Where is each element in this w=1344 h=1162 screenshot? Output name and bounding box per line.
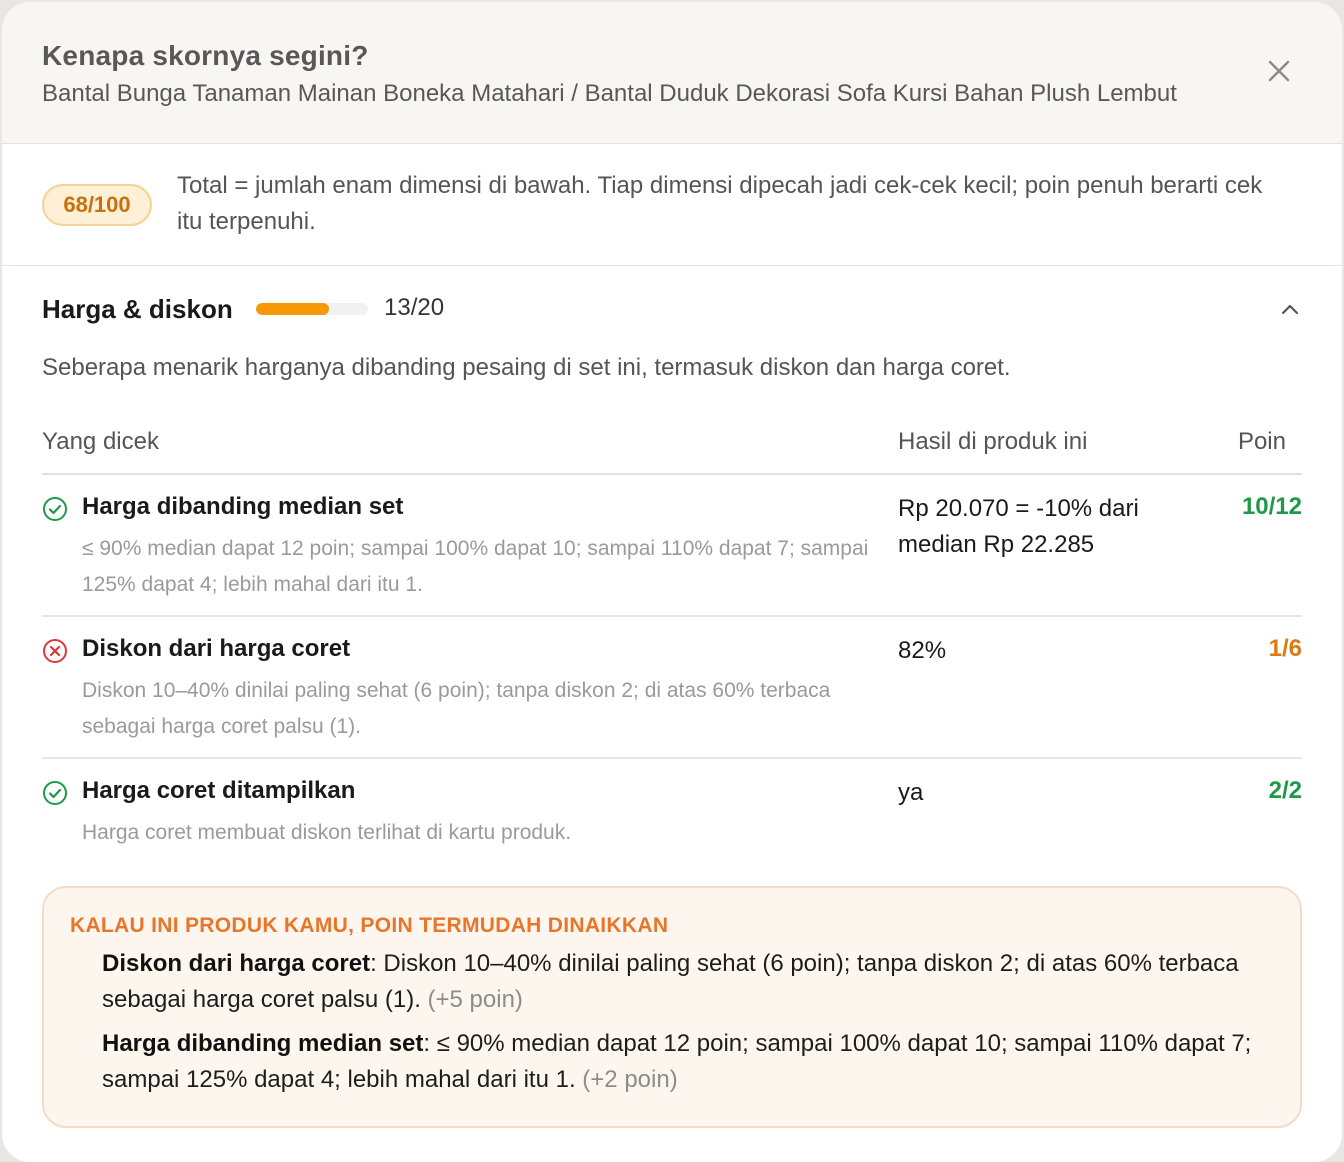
check-points: 2/2 bbox=[1268, 777, 1302, 804]
check-result: Rp 20.070 = -10% dari median Rp 22.285 bbox=[898, 495, 1139, 558]
tip-gain: (+5 poin) bbox=[427, 986, 523, 1013]
tips-heading: KALAU INI PRODUK KAMU, POIN TERMUDAH DINAIKKAN bbox=[70, 914, 669, 937]
section-header-harga-diskon[interactable] bbox=[42, 290, 1302, 330]
check-name: Harga dibanding median set bbox=[82, 493, 404, 520]
tip-gain: (+2 poin) bbox=[582, 1066, 678, 1093]
total-score-badge: 68/100 bbox=[42, 184, 152, 226]
table-row bbox=[42, 475, 1302, 617]
tip-text: : ≤ 90% median dapat 12 poin; sampai 100% dapat 10; sampai 110% dapat 7; sampai 125% dapat 4; lebih mahal dari itu 1. bbox=[102, 1030, 1252, 1093]
table-row bbox=[42, 617, 1302, 759]
score-summary bbox=[2, 144, 1342, 266]
check-name: Harga coret ditampilkan bbox=[82, 777, 356, 804]
check-points: 1/6 bbox=[1268, 635, 1302, 662]
column-header-result: Hasil di produk ini bbox=[898, 428, 1088, 455]
chevron-up-icon bbox=[1278, 298, 1302, 322]
section-progress-bar bbox=[256, 303, 368, 315]
tip-item bbox=[102, 946, 1282, 1018]
check-points: 10/12 bbox=[1241, 493, 1302, 520]
check-result: ya bbox=[898, 779, 924, 806]
section-progress-fill bbox=[256, 303, 329, 315]
check-circle-icon bbox=[42, 496, 68, 522]
column-header-points: Poin bbox=[1237, 428, 1286, 455]
check-result: 82% bbox=[898, 637, 947, 664]
section-score: 13/20 bbox=[384, 294, 445, 321]
improvement-tips bbox=[42, 886, 1302, 1128]
checks-table bbox=[42, 422, 1302, 859]
section-title: Harga & diskon bbox=[42, 294, 233, 324]
check-circle-icon bbox=[42, 780, 68, 806]
score-explanation-text: Total = jumlah enam dimensi di bawah. Tiap dimensi dipecah jadi cek-cek kecil; poin penuh berarti cek itu terpenuhi. bbox=[177, 172, 1263, 235]
tip-item bbox=[102, 1026, 1282, 1098]
check-name: Diskon dari harga coret bbox=[82, 635, 351, 662]
table-row bbox=[42, 759, 1302, 859]
table-header bbox=[42, 422, 1302, 475]
tip-name: Diskon dari harga coret bbox=[102, 950, 371, 977]
close-icon bbox=[1266, 58, 1292, 84]
column-header-check: Yang dicek bbox=[42, 428, 159, 455]
check-hint: Harga coret membuat diskon terlihat di kartu produk. bbox=[82, 821, 572, 844]
modal-header bbox=[2, 2, 1342, 144]
product-name: Bantal Bunga Tanaman Mainan Boneka Matahari / Bantal Duduk Dekorasi Sofa Kursi Bahan Plush Lembut bbox=[42, 80, 1177, 107]
tip-text: : Diskon 10–40% dinilai paling sehat (6 poin); tanpa diskon 2; di atas 60% terbaca sebagai harga coret palsu (1). bbox=[102, 950, 1239, 1013]
section-description: Seberapa menarik harganya dibanding pesaing di set ini, termasuk diskon dan harga coret. bbox=[42, 354, 1011, 381]
collapse-button[interactable] bbox=[1278, 298, 1302, 322]
modal-title: Kenapa skornya segini? bbox=[42, 40, 369, 71]
score-explanation-modal bbox=[2, 2, 1342, 1162]
x-circle-icon bbox=[42, 638, 68, 664]
check-hint: Diskon 10–40% dinilai paling sehat (6 poin); tanpa diskon 2; di atas 60% terbaca sebagai harga coret palsu (1). bbox=[82, 679, 831, 738]
check-hint: ≤ 90% median dapat 12 poin; sampai 100% dapat 10; sampai 110% dapat 7; sampai 125% dapat 4; lebih mahal dari itu 1. bbox=[82, 537, 869, 596]
tip-name: Harga dibanding median set bbox=[102, 1030, 424, 1057]
close-button[interactable] bbox=[1266, 58, 1292, 84]
